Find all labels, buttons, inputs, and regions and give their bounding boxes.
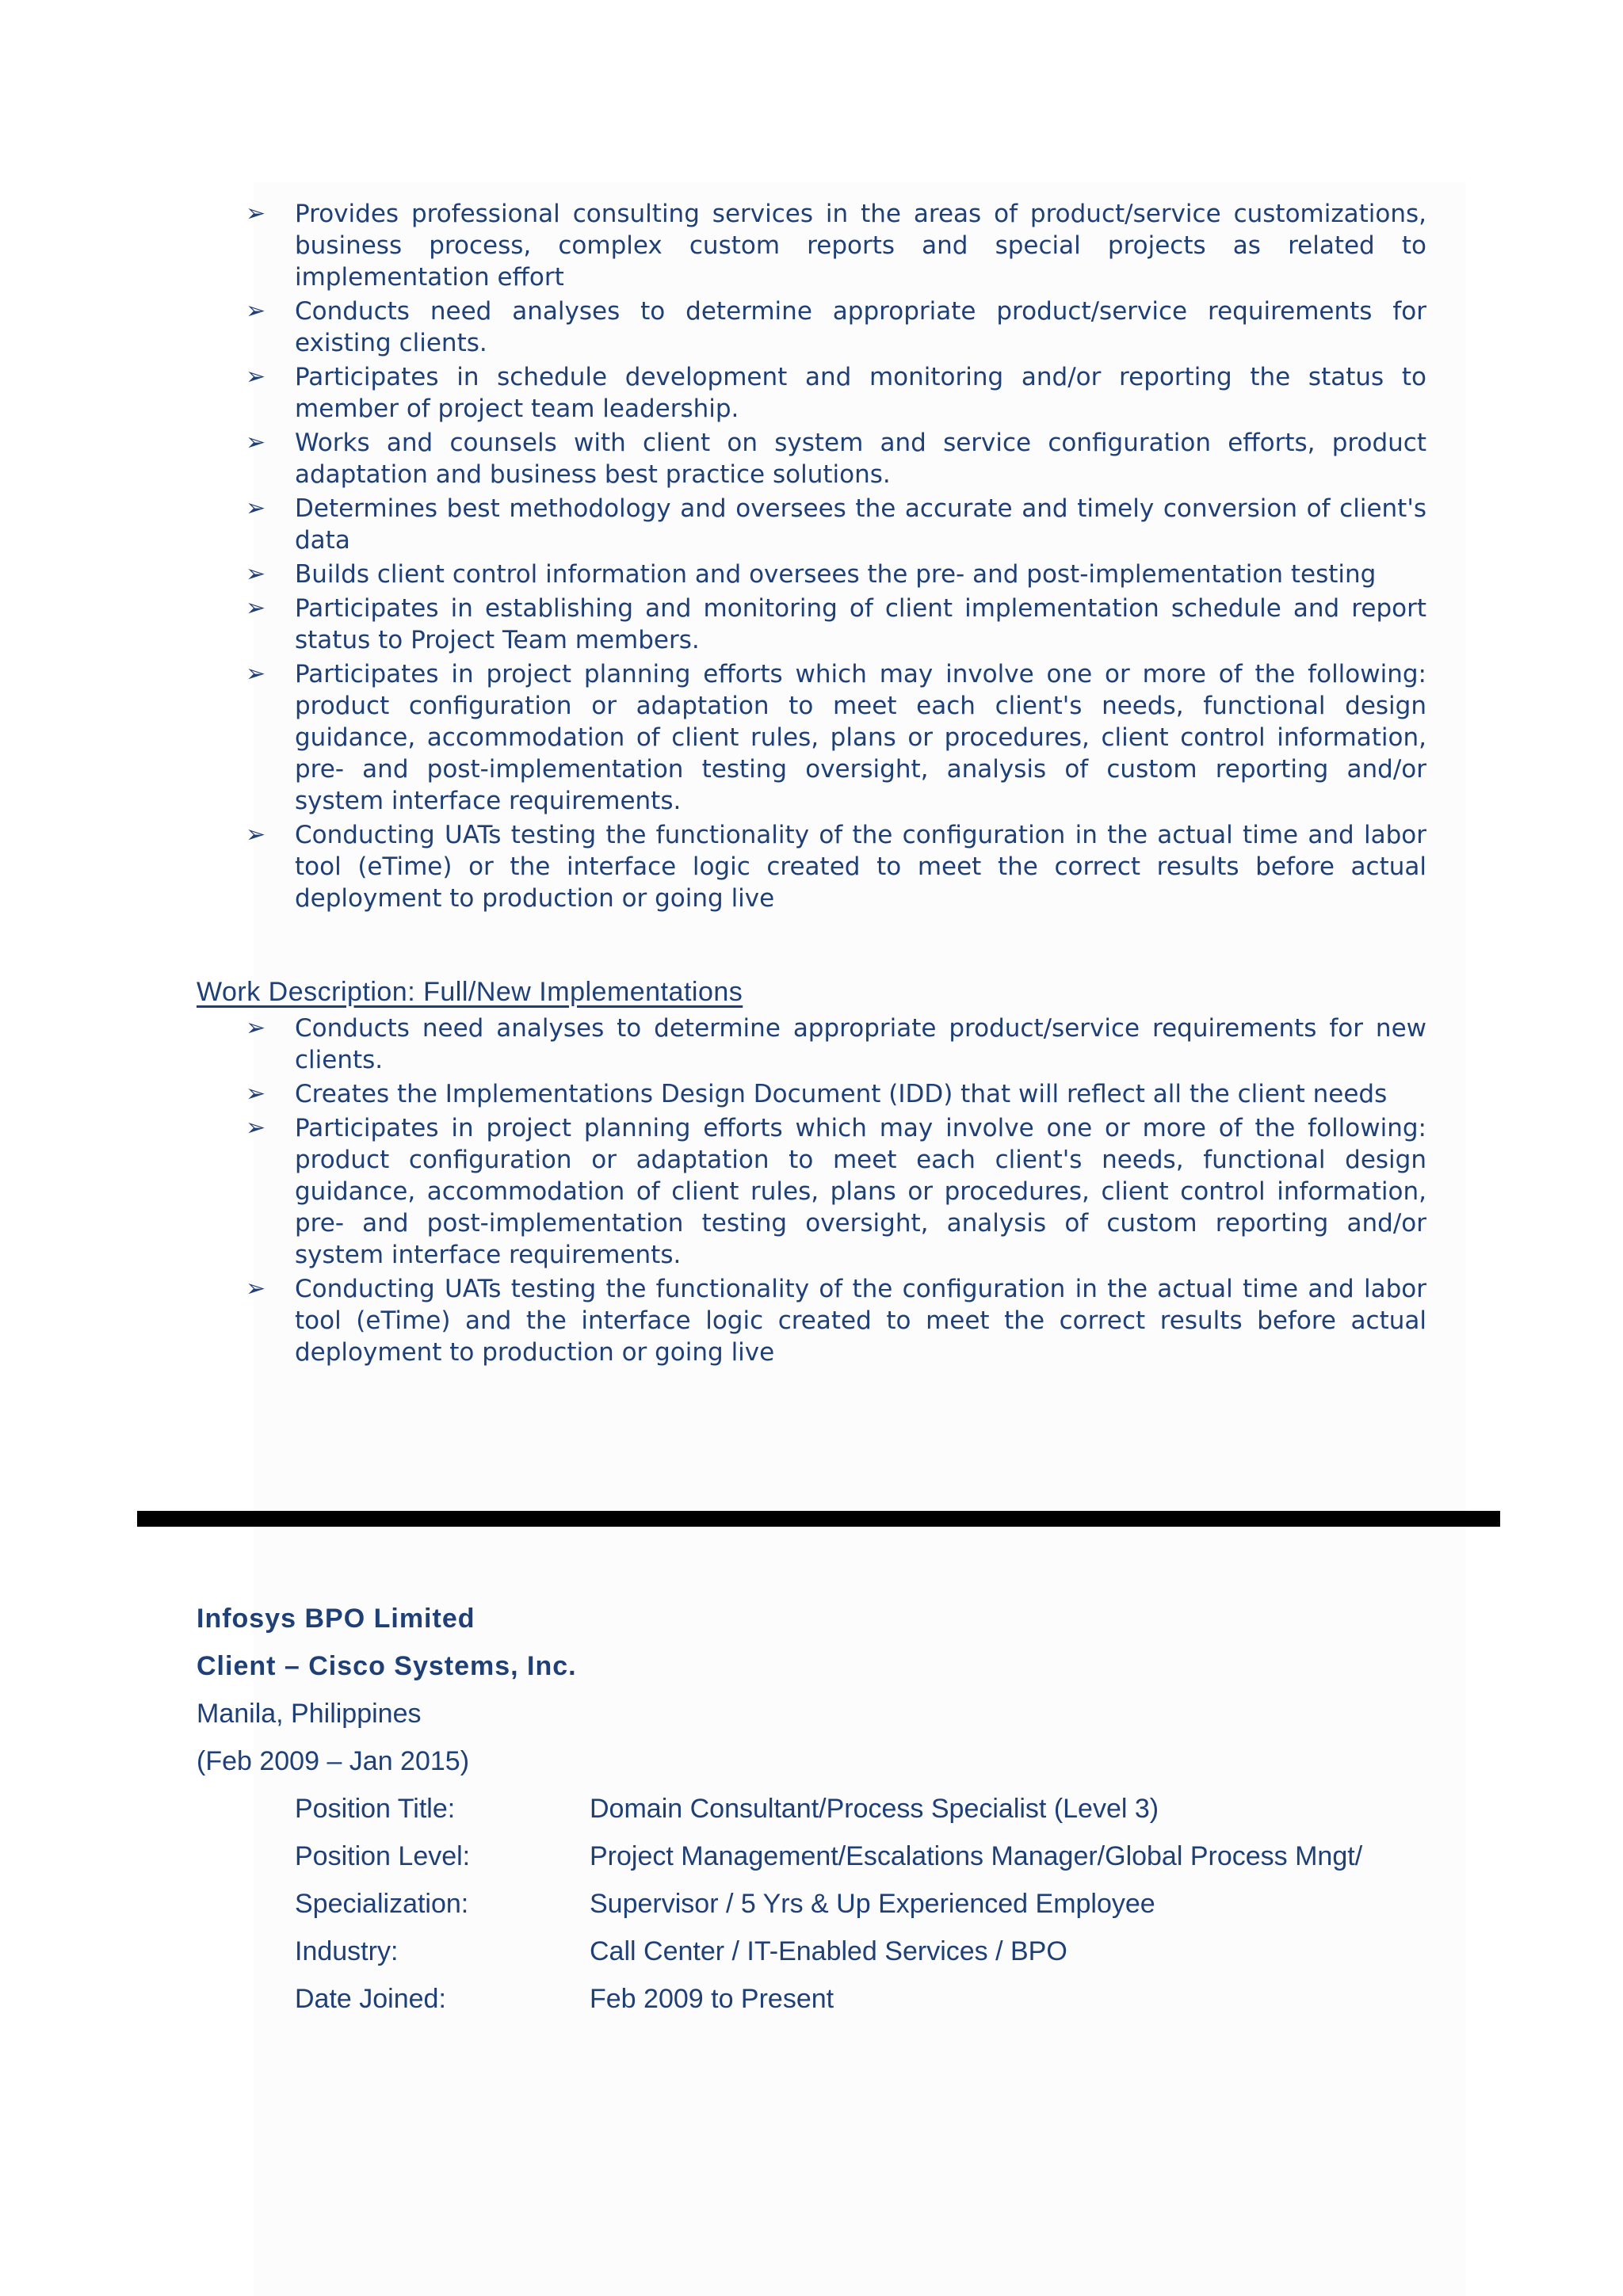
detail-value: Project Management/Escalations Manager/Global Process Mngt/ [590, 1841, 1363, 1871]
list-item: ➢ Conducts need analyses to determine appropriate product/service requirements for new clients. [246, 1014, 1426, 1074]
detail-value: Call Center / IT-Enabled Services / BPO [590, 1936, 1067, 1966]
detail-value: Domain Consultant/Process Specialist (Level 3) [590, 1794, 1159, 1824]
list-item: ➢ Creates the Implementations Design Document (IDD) that will reflect all the client needs [246, 1080, 1388, 1108]
list-item: ➢ Participates in project planning efforts which may involve one or more of the following: product configuration or adaptation to meet each client's needs, functional design guidance, accommodation of client rules, plans or procedures, client control information, pre- and post-implementation testing oversight, analysis of custom reporting and/or system interface requirements. [246, 660, 1426, 815]
implementation-duties-list [246, 1013, 1426, 1371]
list-item: ➢ Participates in schedule development and monitoring and/or reporting the status to member of project team leadership. [246, 363, 1426, 423]
arrow-bullet-icon: ➢ [246, 1114, 266, 1142]
section-divider [137, 1511, 1500, 1527]
arrow-bullet-icon: ➢ [246, 821, 266, 849]
list-item: ➢ Conducting UATs testing the functionality of the configuration in the actual time and labor tool (eTime) and the interface logic created to meet the correct results before actual deployment to production or going live [246, 1275, 1426, 1367]
arrow-bullet-icon: ➢ [246, 660, 266, 688]
client-name: Client – Cisco Systems, Inc. [197, 1651, 577, 1681]
responsibilities-list [246, 198, 1426, 917]
location: Manila, Philippines [197, 1699, 422, 1729]
detail-value: Supervisor / 5 Yrs & Up Experienced Employee [590, 1889, 1155, 1919]
detail-label: Position Level: [295, 1841, 471, 1871]
arrow-bullet-icon: ➢ [246, 1275, 266, 1302]
list-item: ➢ Conducts need analyses to determine appropriate product/service requirements for existing clients. [246, 297, 1426, 357]
arrow-bullet-icon: ➢ [246, 1014, 266, 1042]
detail-value: Feb 2009 to Present [590, 1984, 834, 2014]
list-item: ➢ Provides professional consulting services in the areas of product/service customizations, business process, complex custom reports and special projects as related to implementation effort [246, 200, 1426, 292]
list-item: ➢ Determines best methodology and oversees the accurate and timely conversion of client's data [246, 494, 1426, 555]
arrow-bullet-icon: ➢ [246, 429, 266, 456]
employment-period: (Feb 2009 – Jan 2015) [197, 1746, 470, 1776]
arrow-bullet-icon: ➢ [246, 297, 266, 325]
arrow-bullet-icon: ➢ [246, 363, 266, 391]
detail-label: Position Title: [295, 1794, 456, 1824]
company-name: Infosys BPO Limited [197, 1604, 475, 1634]
arrow-bullet-icon: ➢ [246, 200, 266, 227]
detail-label: Industry: [295, 1936, 399, 1966]
arrow-bullet-icon: ➢ [246, 594, 266, 622]
list-item: ➢ Participates in establishing and monitoring of client implementation schedule and report status to Project Team members. [246, 594, 1426, 654]
list-item: ➢ Works and counsels with client on system and service configuration efforts, product adaptation and business best practice solutions. [246, 429, 1426, 489]
section-heading: Work Description: Full/New Implementations [197, 977, 743, 1007]
detail-label: Date Joined: [295, 1984, 446, 2014]
list-item: ➢ Participates in project planning efforts which may involve one or more of the following: product configuration or adaptation to meet each client's needs, functional design guidance, accommodation of client rules, plans or procedures, client control information, pre- and post-implementation testing oversight, analysis of custom reporting and/or system interface requirements. [246, 1114, 1426, 1269]
detail-label: Specialization: [295, 1889, 469, 1919]
list-item: ➢ Builds client control information and oversees the pre- and post-implementation testing [246, 560, 1377, 589]
arrow-bullet-icon: ➢ [246, 560, 266, 588]
arrow-bullet-icon: ➢ [246, 494, 266, 522]
arrow-bullet-icon: ➢ [246, 1080, 266, 1108]
list-item: ➢ Conducting UATs testing the functionality of the configuration in the actual time and labor tool (eTime) or the interface logic created to meet the correct results before actual deployment to production or going live [246, 821, 1426, 913]
